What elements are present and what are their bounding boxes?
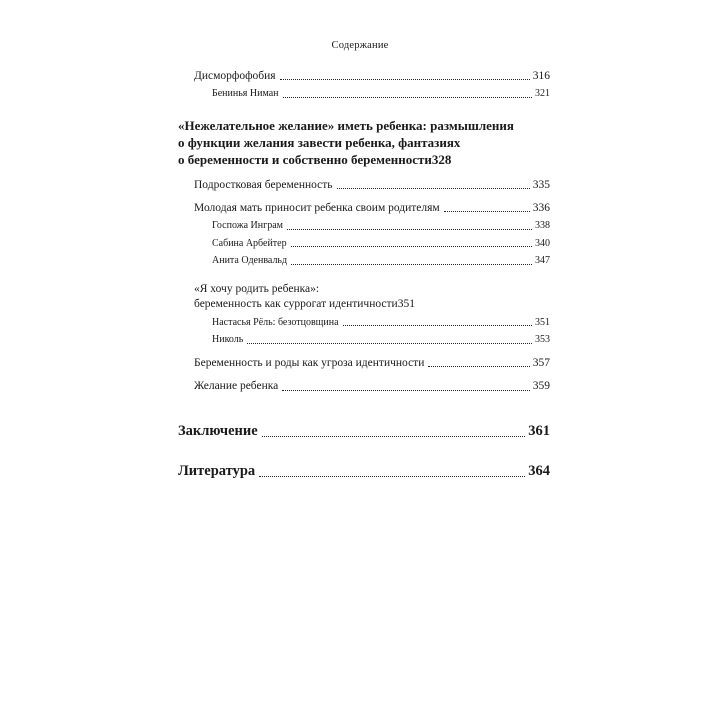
toc-entry[interactable] bbox=[178, 379, 550, 393]
toc-entry[interactable] bbox=[178, 88, 550, 101]
toc-entry-title: Литература bbox=[178, 462, 256, 479]
toc-entry-multiline[interactable] bbox=[178, 282, 550, 312]
toc-entry-page: 347 bbox=[535, 255, 550, 267]
toc-entry[interactable] bbox=[178, 69, 550, 83]
toc-entry-title: Заключение bbox=[178, 422, 258, 439]
toc-entry-title-line-3: о беременности и собственно беременности bbox=[178, 152, 432, 168]
leader-dots bbox=[291, 246, 532, 247]
toc-entry[interactable] bbox=[178, 334, 550, 347]
toc-entry-page: 321 bbox=[535, 88, 550, 100]
toc-entry-page: 338 bbox=[535, 220, 550, 232]
toc-entry[interactable] bbox=[178, 238, 550, 251]
toc-entry-title: Желание ребенка bbox=[194, 380, 279, 393]
toc-entry-title: Николь bbox=[212, 334, 244, 346]
toc-entry-title: Молодая мать приносит ребенка своим родителям bbox=[194, 202, 440, 215]
leader-dots bbox=[287, 229, 532, 230]
toc-entry-multiline[interactable] bbox=[178, 117, 550, 169]
toc-entry-page: 353 bbox=[535, 334, 550, 346]
leader-dots bbox=[262, 436, 526, 437]
toc-entry-title: Госпожа Инграм bbox=[212, 220, 283, 232]
toc-entry-page: 359 bbox=[532, 380, 550, 393]
toc-entry-title: Сабина Арбейтер bbox=[212, 237, 287, 249]
running-head: Содержание bbox=[331, 40, 389, 51]
toc-entry-title-line-2: беременность как суррогат идентичности bbox=[194, 297, 398, 310]
leader-dots bbox=[343, 325, 532, 326]
toc-entry[interactable] bbox=[178, 220, 550, 233]
leader-dots bbox=[282, 390, 529, 391]
toc-entry[interactable] bbox=[178, 356, 550, 370]
leader-dots bbox=[337, 188, 530, 189]
toc-entry-title: Подростковая беременность bbox=[194, 178, 333, 191]
toc-entry-page: 364 bbox=[528, 462, 550, 479]
toc-entry-title-line-1: «Нежелательное желание» иметь ребенка: размышления bbox=[178, 117, 514, 133]
toc-entry-title: Дисморфофобия bbox=[194, 70, 276, 82]
toc-entry[interactable] bbox=[178, 201, 550, 215]
toc-entry-page: 361 bbox=[528, 422, 550, 439]
toc-entry[interactable] bbox=[178, 462, 550, 480]
toc-entry-page: 328 bbox=[431, 152, 452, 168]
toc-entry-title-line-2: о функции желания завести ребенка, фантазиях bbox=[178, 135, 461, 151]
table-of-contents bbox=[178, 60, 550, 480]
toc-entry-page: 340 bbox=[535, 237, 550, 249]
leader-dots bbox=[291, 264, 532, 265]
leader-dots bbox=[444, 211, 530, 212]
leader-dots bbox=[283, 97, 532, 98]
leader-dots bbox=[247, 343, 532, 344]
spacer bbox=[178, 394, 550, 400]
toc-entry-title: Анита Оденвальд bbox=[212, 255, 288, 267]
toc-entry-title: Беременность и роды как угроза идентичности bbox=[194, 356, 425, 369]
leader-dots bbox=[280, 79, 530, 80]
toc-entry-title: Настасья Рёль: безотцовщина bbox=[212, 316, 339, 328]
toc-entry-title: Бенинья Ниман bbox=[212, 88, 279, 100]
toc-entry-page: 351 bbox=[397, 297, 415, 310]
leader-dots bbox=[428, 366, 529, 367]
toc-entry[interactable] bbox=[178, 422, 550, 440]
toc-entry-page: 351 bbox=[535, 316, 550, 328]
toc-entry-page: 357 bbox=[532, 356, 550, 369]
toc-entry-page: 336 bbox=[532, 202, 550, 215]
toc-entry[interactable] bbox=[178, 317, 550, 330]
toc-entry-page: 335 bbox=[532, 178, 550, 191]
toc-entry[interactable] bbox=[178, 255, 550, 268]
toc-entry[interactable] bbox=[178, 178, 550, 192]
leader-dots bbox=[259, 476, 525, 477]
toc-entry-title-line-1: «Я хочу родить ребенка»: bbox=[194, 282, 320, 295]
toc-entry-page: 316 bbox=[532, 70, 550, 82]
